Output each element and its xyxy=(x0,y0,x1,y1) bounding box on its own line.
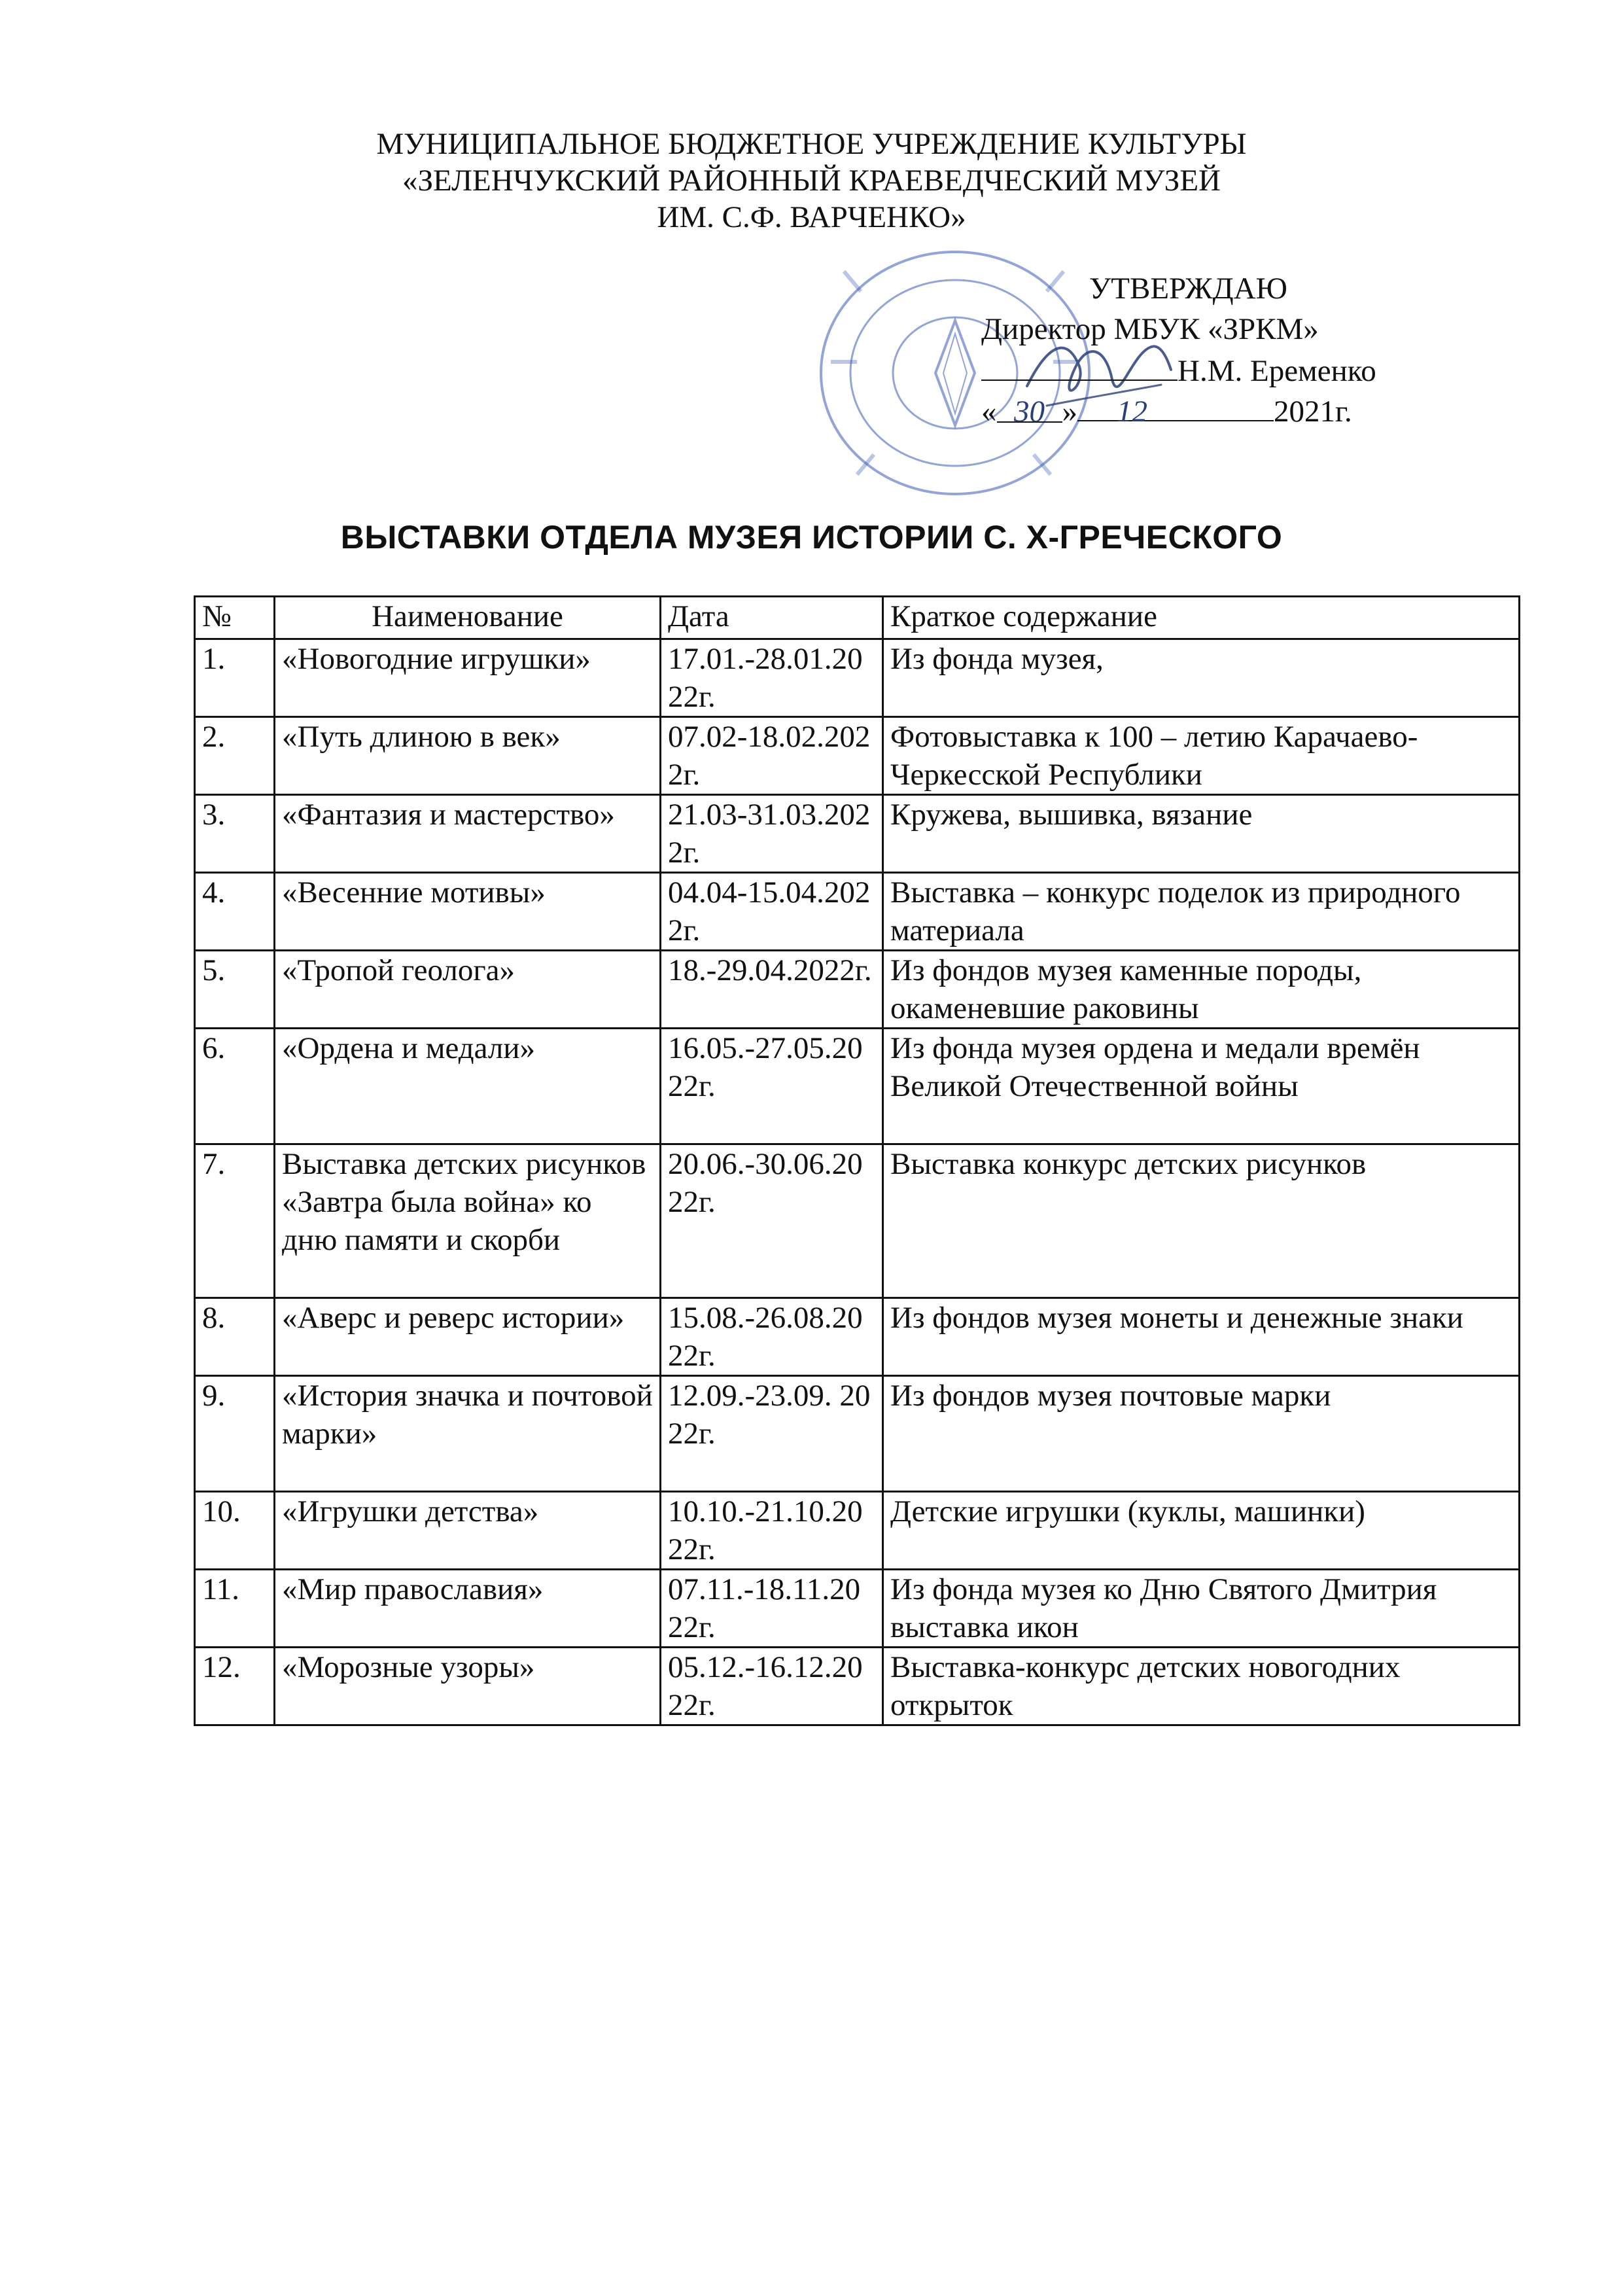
row-date: 10.10.-21.10.2022г. xyxy=(661,1492,883,1570)
header-line-1: МУНИЦИПАЛЬНОЕ БЮДЖЕТНОЕ УЧРЕЖДЕНИЕ КУЛЬТУРЫ xyxy=(376,127,1247,161)
header-date: Дата xyxy=(661,597,883,639)
row-description: Кружева, вышивка, вязание xyxy=(883,795,1520,873)
header-line-3: ИМ. С.Ф. ВАРЧЕНКО» xyxy=(657,200,966,234)
row-description: Из фонда музея ордена и медали времён Великой Отечественной войны xyxy=(883,1029,1520,1144)
table-header-row xyxy=(195,597,1520,639)
row-description: Из фонда музея ко Дню Святого Дмитрия выставка икон xyxy=(883,1570,1520,1648)
row-date: 04.04-15.04.2022г. xyxy=(661,873,883,951)
row-number: 7. xyxy=(195,1144,275,1298)
row-date: 18.-29.04.2022г. xyxy=(661,951,883,1029)
row-description: Фотовыставка к 100 – летию Карачаево-Черкесской Республики xyxy=(883,717,1520,795)
row-description: Выставка – конкурс поделок из природного материала xyxy=(883,873,1520,951)
row-description: Из фондов музея почтовые марки xyxy=(883,1376,1520,1492)
table-row xyxy=(195,951,1520,1029)
row-date: 16.05.-27.05.2022г. xyxy=(661,1029,883,1144)
row-date: 05.12.-16.12.2022г. xyxy=(661,1648,883,1725)
row-name: «Весенние мотивы» xyxy=(275,873,661,951)
row-number: 2. xyxy=(195,717,275,795)
approval-month: 12 xyxy=(1077,391,1274,421)
table-row xyxy=(195,717,1520,795)
header-name: Наименование xyxy=(275,597,661,639)
table-row xyxy=(195,1376,1520,1492)
row-description: Из фондов музея каменные породы, окаменевшие раковины xyxy=(883,951,1520,1029)
approval-block xyxy=(981,268,1439,432)
row-number: 1. xyxy=(195,639,275,717)
row-date: 07.11.-18.11.2022г. xyxy=(661,1570,883,1648)
row-name: «Новогодние игрушки» xyxy=(275,639,661,717)
row-date: 21.03-31.03.2022г. xyxy=(661,795,883,873)
row-name: «Фантазия и мастерство» xyxy=(275,795,661,873)
approval-day: 30 xyxy=(997,391,1062,423)
row-number: 8. xyxy=(195,1298,275,1376)
row-date: 17.01.-28.01.2022г. xyxy=(661,639,883,717)
row-date: 15.08.-26.08.2022г. xyxy=(661,1298,883,1376)
approval-year: 2021г. xyxy=(1274,395,1352,429)
approval-date-line xyxy=(981,391,1439,432)
table-row xyxy=(195,1492,1520,1570)
row-description: Из фонда музея, xyxy=(883,639,1520,717)
signature-blank xyxy=(981,349,1178,381)
organization-header xyxy=(0,126,1623,236)
row-name: «Аверс и реверс истории» xyxy=(275,1298,661,1376)
exhibitions-table xyxy=(194,595,1520,1726)
approval-name: Н.М. Еременко xyxy=(1178,354,1376,388)
row-date: 07.02-18.02.2022г. xyxy=(661,717,883,795)
row-number: 9. xyxy=(195,1376,275,1492)
table-row xyxy=(195,639,1520,717)
row-number: 12. xyxy=(195,1648,275,1725)
row-number: 3. xyxy=(195,795,275,873)
row-number: 5. xyxy=(195,951,275,1029)
row-name: Выставка детских рисунков «Завтра была война» ко дню памяти и скорби xyxy=(275,1144,661,1298)
row-description: Выставка конкурс детских рисунков xyxy=(883,1144,1520,1298)
row-number: 4. xyxy=(195,873,275,951)
row-name: «Тропой геолога» xyxy=(275,951,661,1029)
row-name: «Игрушки детства» xyxy=(275,1492,661,1570)
row-number: 10. xyxy=(195,1492,275,1570)
table-row xyxy=(195,1144,1520,1298)
approval-signature-line xyxy=(981,349,1439,391)
header-description: Краткое содержание xyxy=(883,597,1520,639)
row-number: 6. xyxy=(195,1029,275,1144)
approval-title: УТВЕРЖДАЮ xyxy=(1089,272,1287,306)
table-row xyxy=(195,1648,1520,1725)
header-line-2: «ЗЕЛЕНЧУКСКИЙ РАЙОННЫЙ КРАЕВЕДЧЕСКИЙ МУЗЕЙ xyxy=(402,164,1221,198)
row-name: «Мир православия» xyxy=(275,1570,661,1648)
table-row xyxy=(195,1029,1520,1144)
table-row xyxy=(195,1298,1520,1376)
approval-position: Директор МБУК «ЗРКМ» xyxy=(981,312,1319,346)
table-row xyxy=(195,795,1520,873)
row-number: 11. xyxy=(195,1570,275,1648)
table-row xyxy=(195,873,1520,951)
row-description: Детские игрушки (куклы, машинки) xyxy=(883,1492,1520,1570)
date-quote-open: « xyxy=(981,395,997,429)
row-date: 12.09.-23.09. 2022г. xyxy=(661,1376,883,1492)
row-name: «Морозные узоры» xyxy=(275,1648,661,1725)
row-name: «История значка и почтовой марки» xyxy=(275,1376,661,1492)
header-number: № xyxy=(195,597,275,639)
row-description: Выставка-конкурс детских новогодних открыток xyxy=(883,1648,1520,1725)
page-title: ВЫСТАВКИ ОТДЕЛА МУЗЕЯ ИСТОРИИ С. Х-ГРЕЧЕСКОГО xyxy=(340,519,1283,556)
table-row xyxy=(195,1570,1520,1648)
date-quote-close: » xyxy=(1062,395,1077,429)
row-name: «Ордена и медали» xyxy=(275,1029,661,1144)
row-description: Из фондов музея монеты и денежные знаки xyxy=(883,1298,1520,1376)
row-name: «Путь длиною в век» xyxy=(275,717,661,795)
row-date: 20.06.-30.06.2022г. xyxy=(661,1144,883,1298)
